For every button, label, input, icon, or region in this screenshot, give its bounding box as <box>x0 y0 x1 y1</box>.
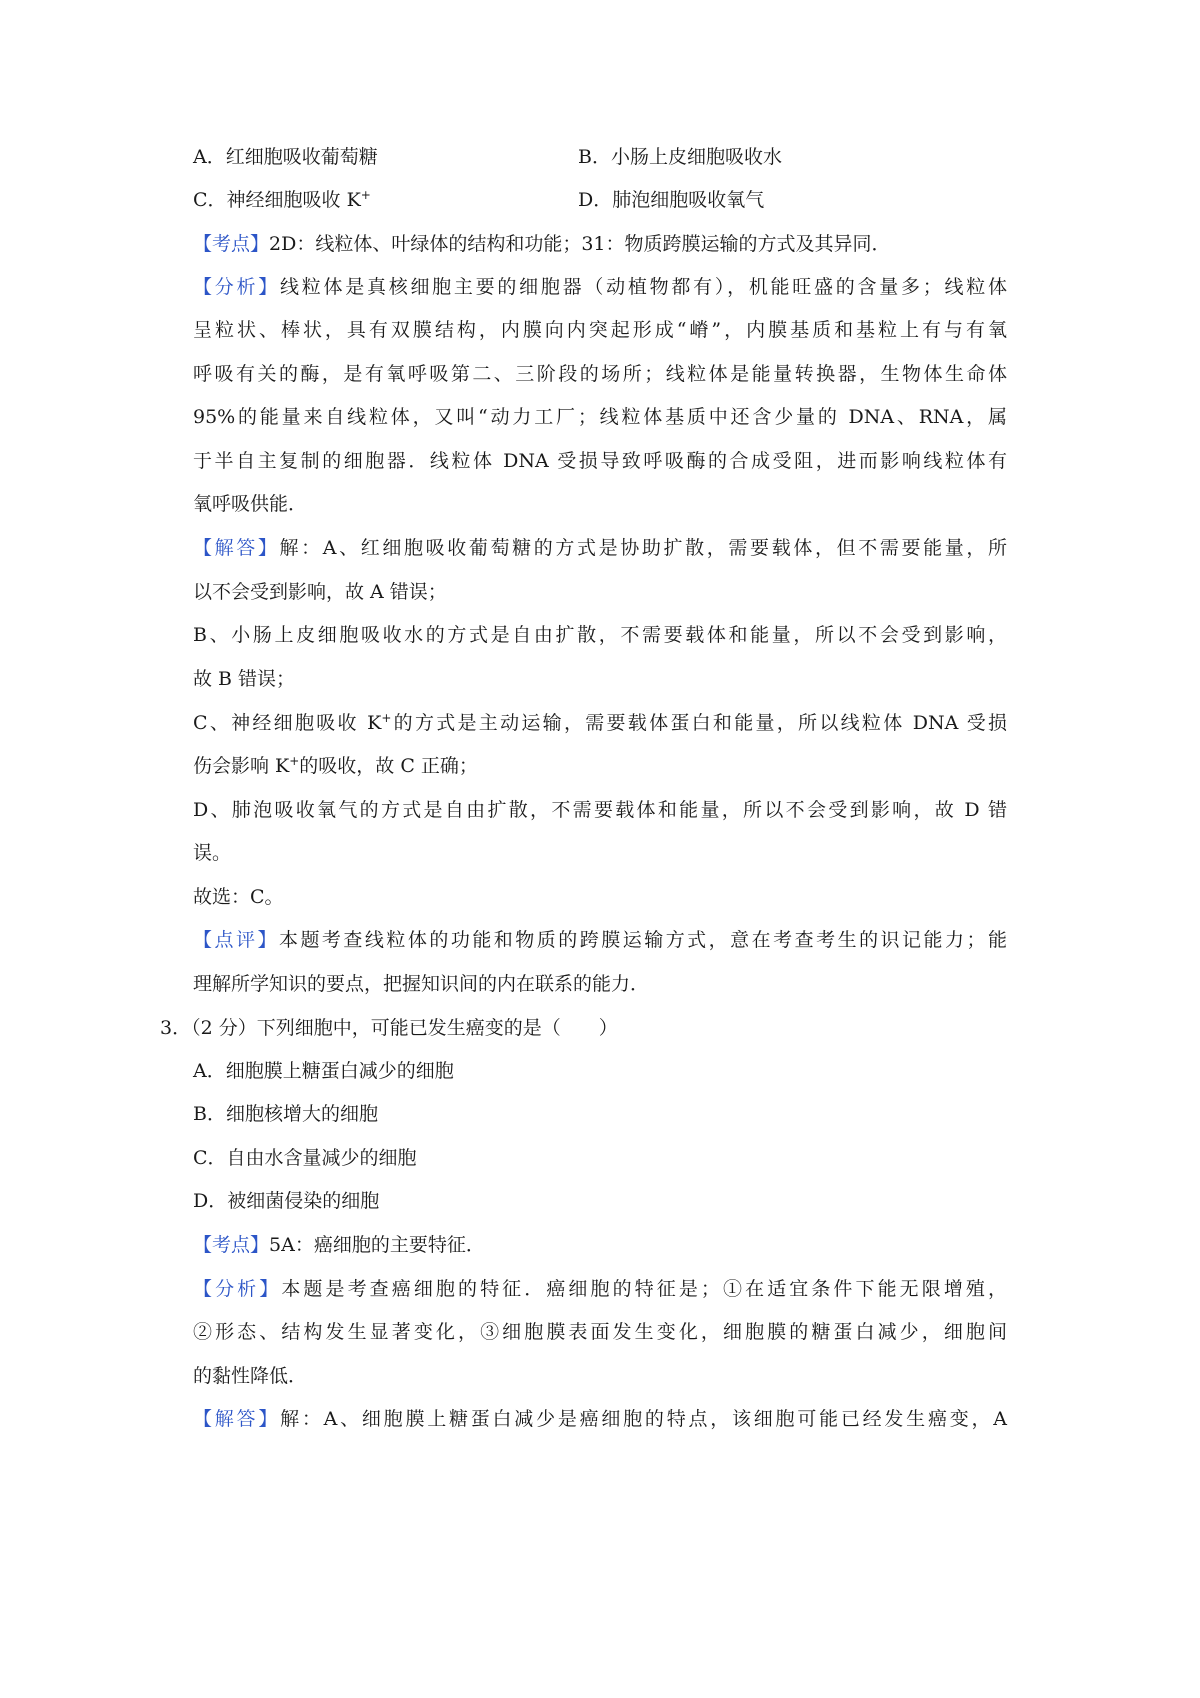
q2-jieda-a1: 解：A、红细胞吸收葡萄糖的方式是协助扩散，需要载体，但不需要能量，所 <box>279 537 1007 559</box>
q3-stem: 3．（2 分）下列细胞中，可能已发生癌变的是（ ） <box>160 1017 618 1039</box>
q2-jieda-line-4: 故 B 错误； <box>193 668 296 690</box>
q2-jieda-tag: 【解答】 <box>193 537 280 559</box>
q2-jieda-line-8: 误。 <box>193 842 232 864</box>
q3-fenxi-line-2: ②形态、结构发生显著变化，③细胞膜表面发生变化，细胞膜的糖蛋白减少，细胞间 <box>193 1321 1007 1343</box>
q2-jieda-c2-post: 的吸收，故 C 正确； <box>299 755 478 777</box>
q3-jieda-text-1: 解：A、细胞膜上糖蛋白减少是癌细胞的特点，该细胞可能已经发生癌变，A <box>280 1408 1007 1430</box>
q3-fenxi-tag: 【分析】 <box>193 1278 282 1300</box>
q3-fenxi-text-1: 本题是考查癌细胞的特征．癌细胞的特征是；①在适宜条件下能无限增殖， <box>281 1278 1007 1300</box>
q3-jieda-line-1 <box>193 1407 1007 1431</box>
q2-kaodian-tag: 【考点】 <box>193 233 270 255</box>
q3-kaodian-text: 5A：癌细胞的主要特征． <box>269 1234 485 1256</box>
q2-fenxi-text-1: 线粒体是真核细胞主要的细胞器（动植物都有），机能旺盛的含量多；线粒体 <box>279 276 1007 298</box>
q3-kaodian <box>193 1233 485 1257</box>
q2-option-b: B．小肠上皮细胞吸收水 <box>578 146 782 168</box>
q3-option-b: B．细胞核增大的细胞 <box>193 1103 378 1125</box>
q2-fenxi-tag: 【分析】 <box>193 276 280 298</box>
q3-fenxi-line-1 <box>193 1277 1007 1301</box>
q3-option-d: D．被细菌侵染的细胞 <box>193 1190 380 1212</box>
q3-jieda-tag: 【解答】 <box>193 1408 281 1430</box>
q2-answer: 故选：C。 <box>193 886 284 908</box>
q2-fenxi-line-6: 氧呼吸供能． <box>193 493 308 515</box>
q2-dianping-tag: 【点评】 <box>193 929 279 951</box>
q2-fenxi-line-5: 于半自主复制的细胞器．线粒体 DNA 受损导致呼吸酶的合成受阻，进而影响线粒体有 <box>193 450 1007 472</box>
q2-option-a: A．红细胞吸收葡萄糖 <box>193 146 378 168</box>
q3-kaodian-tag: 【考点】 <box>193 1234 270 1256</box>
q2-kaodian <box>193 232 891 256</box>
q3-fenxi-line-3: 的黏性降低． <box>193 1365 308 1387</box>
q2-jieda-c1-post: 的方式是主动运输，需要载体蛋白和能量，所以线粒体 DNA 受损 <box>391 712 1007 734</box>
q2-fenxi-line-1 <box>193 275 1007 299</box>
q2-dianping-line-1 <box>193 928 1007 952</box>
q2-jieda-line-7: D、肺泡吸收氧气的方式是自由扩散，不需要载体和能量，所以不会受到影响，故 D 错 <box>193 799 1007 821</box>
q2-jieda-c1-sup: + <box>381 711 392 725</box>
q2-jieda-line-3: B、小肠上皮细胞吸收水的方式是自由扩散，不需要载体和能量，所以不会受到影响， <box>193 624 1007 646</box>
q2-option-d: D．肺泡细胞吸收氧气 <box>578 189 765 211</box>
q3-option-a: A．细胞膜上糖蛋白减少的细胞 <box>193 1060 454 1082</box>
q2-jieda-line-1 <box>193 536 1007 560</box>
q2-option-c-text: C．神经细胞吸收 K <box>193 189 361 211</box>
q2-dianping-line-2: 理解所学知识的要点，把握知识间的内在联系的能力． <box>193 973 650 995</box>
q2-kaodian-text: 2D：线粒体、叶绿体的结构和功能；31：物质跨膜运输的方式及其异同． <box>269 233 891 255</box>
q2-dianping-text-1: 本题考查线粒体的功能和物质的跨膜运输方式，意在考查考生的识记能力；能 <box>278 929 1007 951</box>
q2-jieda-line-2: 以不会受到影响，故 A 错误； <box>193 581 447 603</box>
q2-jieda-line-6 <box>193 754 478 778</box>
q2-option-c-sup: + <box>360 188 371 202</box>
q2-jieda-c2-pre: 伤会影响 K <box>193 755 290 777</box>
q2-fenxi-line-3: 呼吸有关的酶，是有氧呼吸第二、三阶段的场所；线粒体是能量转换器，生物体生命体 <box>193 363 1007 385</box>
q2-jieda-c1-pre: C、神经细胞吸收 K <box>193 712 382 734</box>
q3-option-c: C．自由水含量减少的细胞 <box>193 1147 417 1169</box>
q2-jieda-line-5 <box>193 711 1007 735</box>
q2-option-c <box>193 188 371 212</box>
q2-fenxi-line-2: 呈粒状、棒状，具有双膜结构，内膜向内突起形成“嵴”，内膜基质和基粒上有与有氧 <box>193 319 1007 341</box>
q2-fenxi-line-4: 95%的能量来自线粒体，又叫“动力工厂；线粒体基质中还含少量的 DNA、RNA，属 <box>193 406 1007 428</box>
q2-jieda-c2-sup: + <box>289 754 300 768</box>
